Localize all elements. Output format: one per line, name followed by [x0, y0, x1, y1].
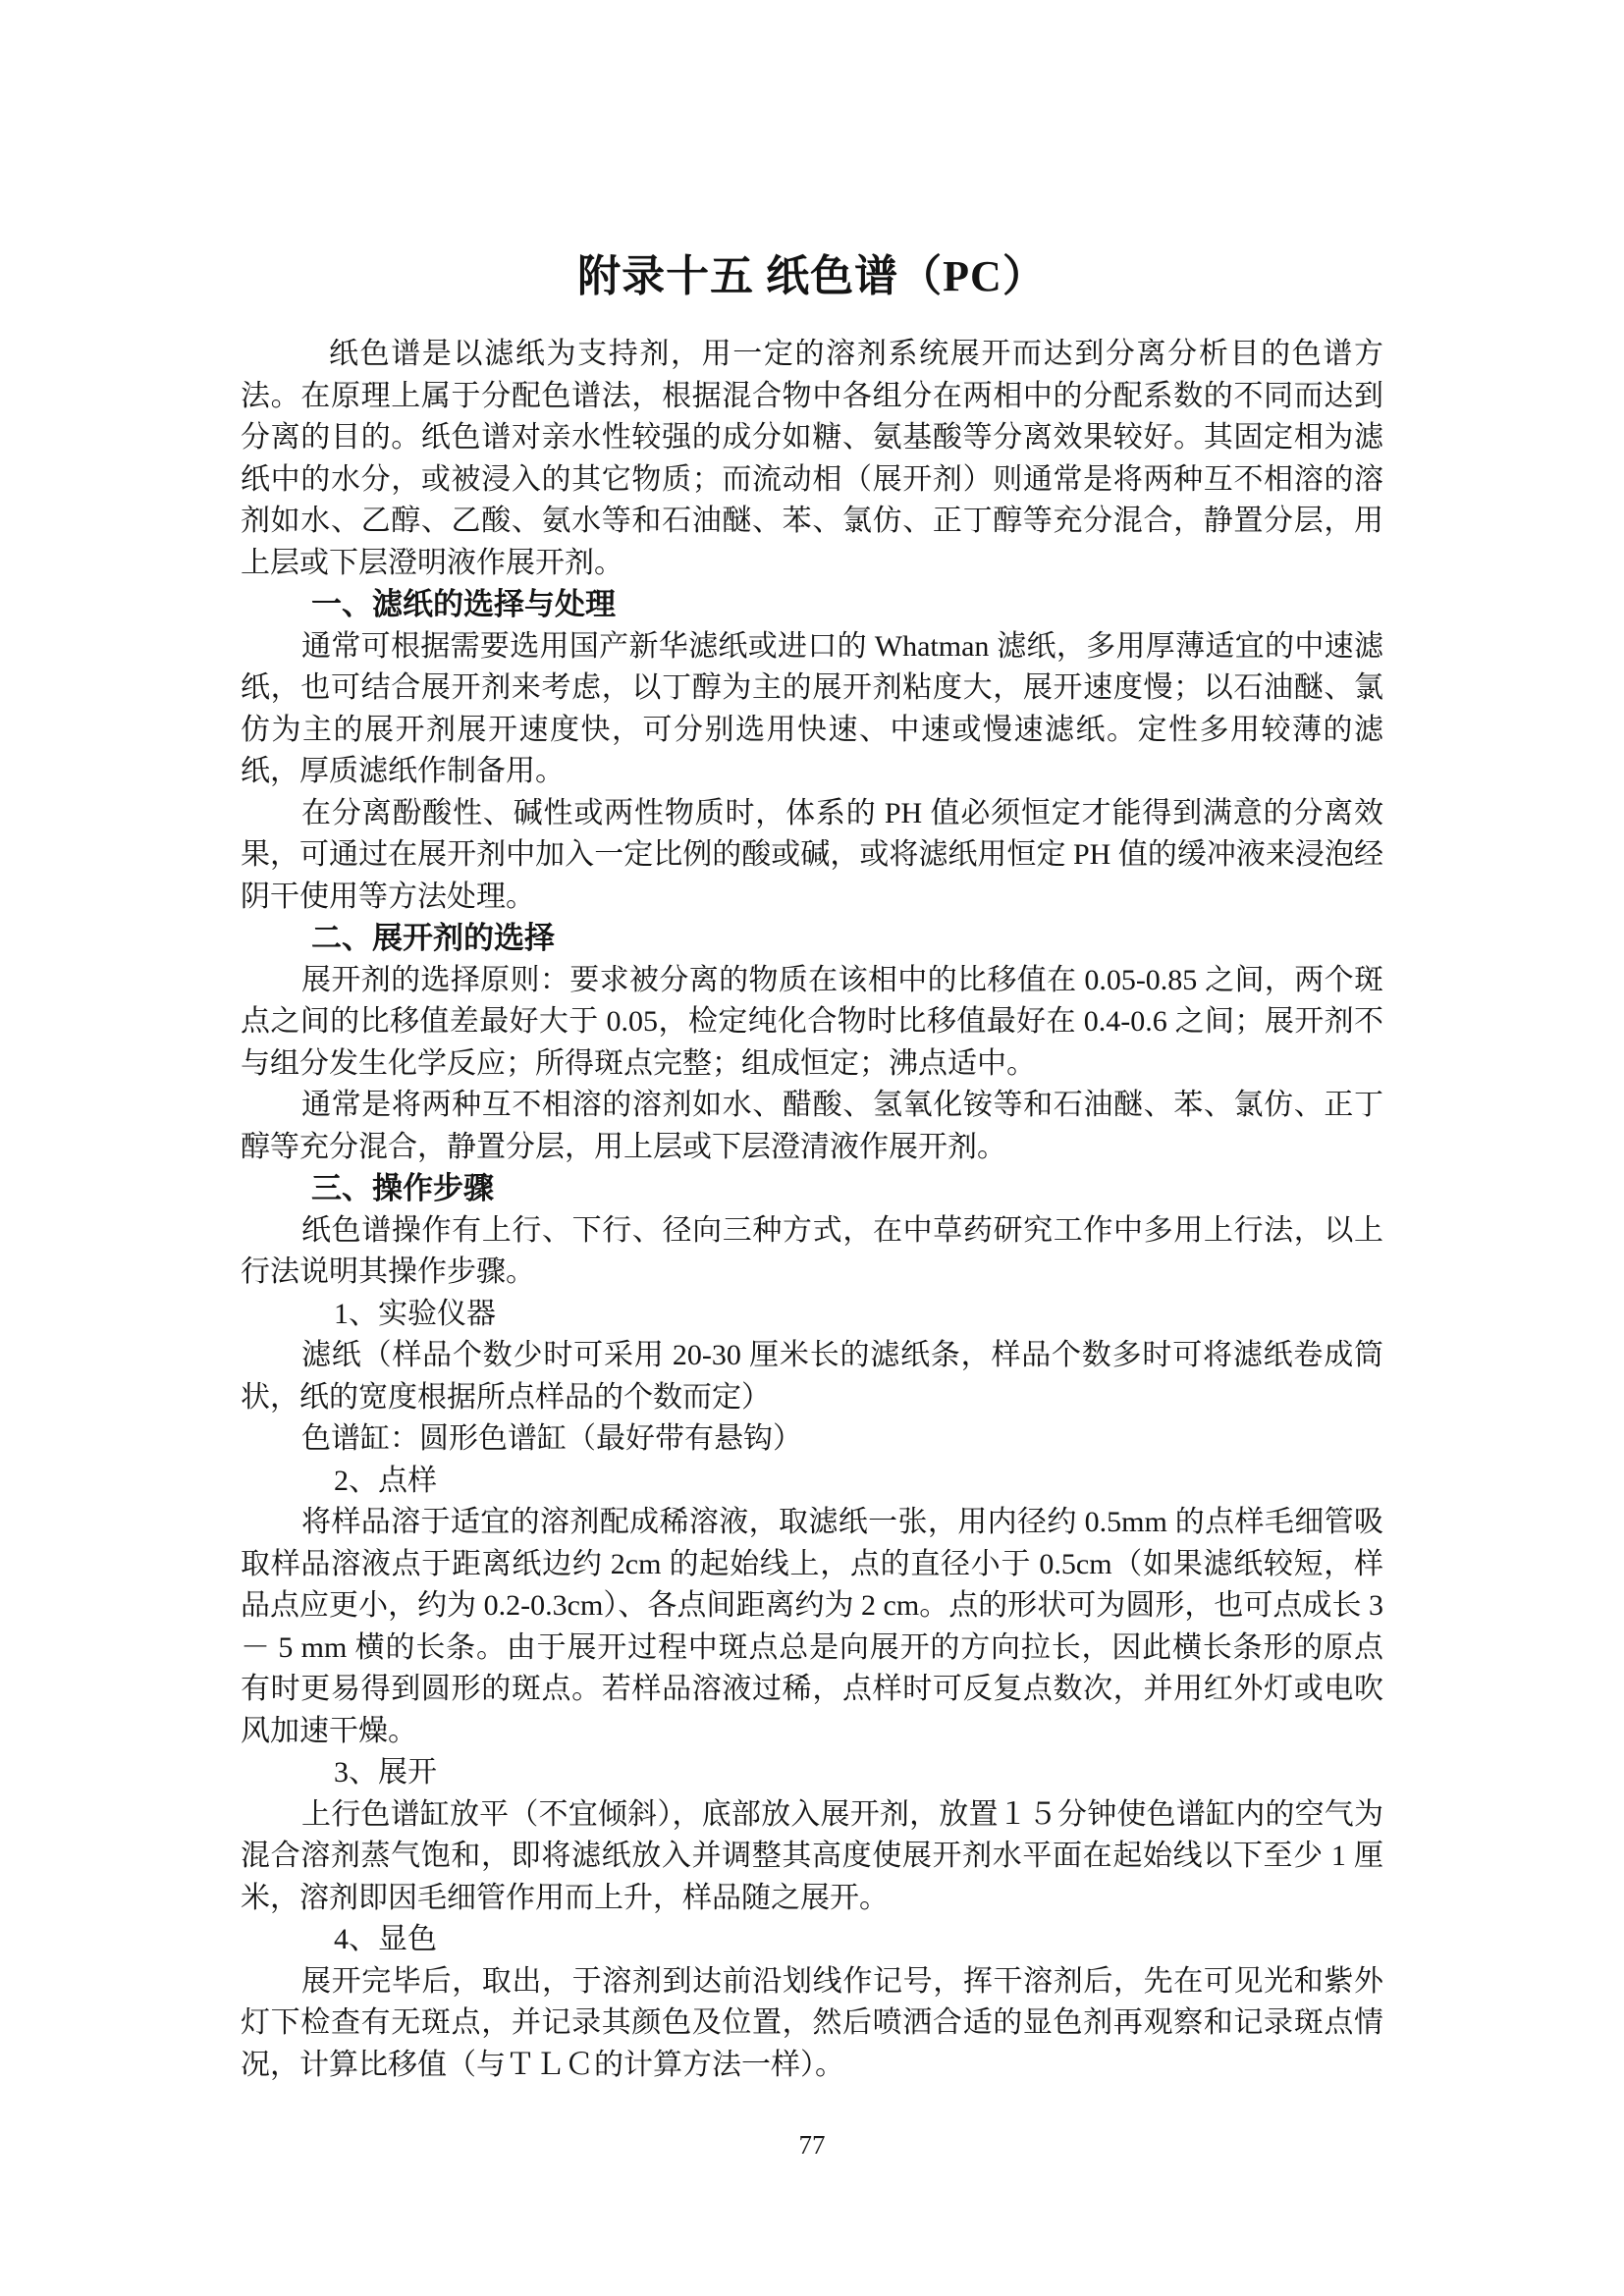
page-number: 77 [798, 2130, 826, 2160]
paragraph: 色谱缸：圆形色谱缸（最好带有悬钩） [301, 1422, 802, 1455]
paragraph: 上行色谱缸放平（不宜倾斜），底部放入展开剂，放置１５分钟使色谱缸内的空气为混合溶剂蒸气饱和，即将滤纸放入并调整其高度使展开剂水平面在起始线以下至少 1 厘米，溶剂即因毛细管作用而上升，样品随之展开。 [241, 1797, 1383, 1914]
paragraph: 展开剂的选择原则：要求被分离的物质在该相中的比移值在 0.05-0.85 之间，两个斑点之间的比移值差最好大于 0.05，检定纯化合物时比移值最好在 0.4-0.6 之间；展开剂不与组分发生化学反应；所得斑点完整；组成恒定；沸点适中。 [241, 963, 1383, 1080]
paragraph: 展开完毕后，取出，于溶剂到达前沿划线作记号，挥干溶剂后，先在可见光和紫外灯下检查有无斑点，并记录其颜色及位置，然后喷洒合适的显色剂再观察和记录斑点情况，计算比移值（与ＴＬＣ的计算方法一样）。 [241, 1964, 1383, 2081]
document-body [241, 334, 1383, 2086]
step-label: 1、实验仪器 [334, 1297, 496, 1330]
paragraph: 通常是将两种互不相溶的溶剂如水、醋酸、氢氧化铵等和石油醚、苯、氯仿、正丁醇等充分混合，静置分层，用上层或下层澄清液作展开剂。 [241, 1089, 1383, 1163]
step-label: 2、点样 [334, 1464, 437, 1497]
paragraph: 通常可根据需要选用国产新华滤纸或进口的 Whatman 滤纸，多用厚薄适宜的中速滤纸，也可结合展开剂来考虑，以丁醇为主的展开剂粘度大，展开速度慢；以石油醚、氯仿为主的展开剂展开速度快，可分别选用快速、中速或慢速滤纸。定性多用较薄的滤纸，厚质滤纸作制备用。 [241, 629, 1383, 787]
paragraph: 纸色谱操作有上行、下行、径向三种方式，在中草药研究工作中多用上行法，以上行法说明其操作步骤。 [241, 1213, 1383, 1288]
paragraph: 在分离酚酸性、碱性或两性物质时，体系的 PH 值必须恒定才能得到满意的分离效果，可通过在展开剂中加入一定比例的酸或碱，或将滤纸用恒定 PH 值的缓冲液来浸泡经阴干使用等方法处理。 [241, 796, 1383, 913]
paragraph: 滤纸（样品个数少时可采用 20-30 厘米长的滤纸条，样品个数多时可将滤纸卷成筒状，纸的宽度根据所点样品的个数而定） [241, 1339, 1383, 1414]
section-heading: 一、滤纸的选择与处理 [311, 587, 616, 621]
step-label: 3、展开 [334, 1756, 437, 1789]
paragraph: 将样品溶于适宜的溶剂配成稀溶液，取滤纸一张，用内径约 0.5mm 的点样毛细管吸取样品溶液点于距离纸边约 2cm 的起始线上，点的直径小于 0.5cm（如果滤纸较短，样品点应更小，约为 0.2-0.3cm）、各点间距离约为 2 cm。点的形状可为圆形，也可点成长 3 － 5 mm 横的长条。由于展开过程中斑点总是向展开的方向拉长，因此横长条形的原点有时更易得到圆形的斑点。若样品溶液过稀，点样时可反复点数次，并用红外灯或电吹风加速干燥。 [241, 1506, 1383, 1747]
section-heading: 三、操作步骤 [311, 1171, 494, 1205]
step-label: 4、显色 [334, 1923, 437, 1955]
paragraph: 纸色谱是以滤纸为支持剂，用一定的溶剂系统展开而达到分离分析目的色谱方法。在原理上属于分配色谱法，根据混合物中各组分在两相中的分配系数的不同而达到分离的目的。纸色谱对亲水性较强的成分如糖、氨基酸等分离效果较好。其固定相为滤纸中的水分，或被浸入的其它物质；而流动相（展开剂）则通常是将两种互不相溶的溶剂如水、乙醇、乙酸、氨水等和石油醚、苯、氯仿、正丁醇等充分混合，静置分层，用上层或下层澄明液作展开剂。 [241, 338, 1383, 579]
section-heading: 二、展开剂的选择 [311, 921, 555, 955]
document-title: 附录十五 纸色谱（PC） [577, 252, 1047, 300]
document-content [241, 251, 1383, 2086]
